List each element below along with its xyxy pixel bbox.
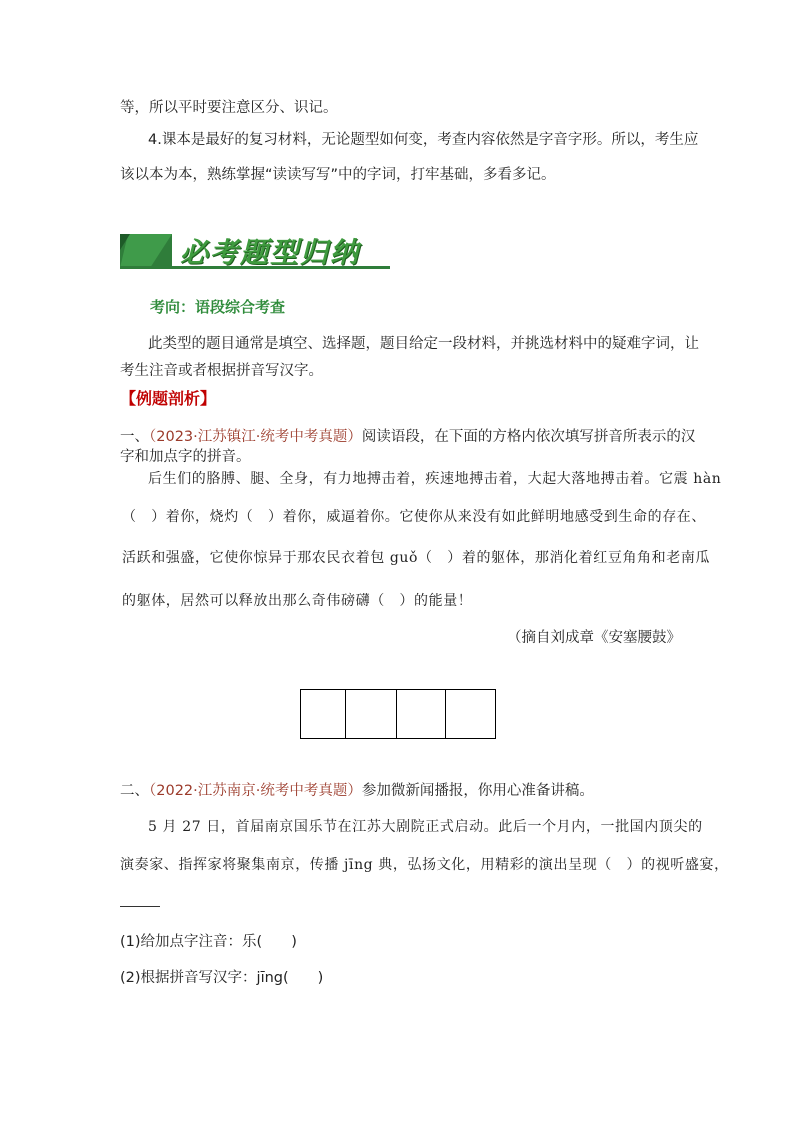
question1-stem-text: 阅读语段，在下面的方格内依次填写拼音所表示的汉: [361, 429, 696, 445]
answer-box[interactable]: [301, 690, 346, 738]
description-line-2: 考生注音或者根据拼音写汉字。: [120, 363, 323, 379]
question2-stem: [120, 779, 594, 800]
direction-label: 考向：语段综合考查: [150, 298, 286, 316]
q2-sub-question-1: (1)给加点字注音：乐( ): [120, 934, 297, 950]
section-header-banner: [120, 228, 390, 270]
q2-sub-question-2: (2)根据拼音写汉字：jīng( ): [120, 970, 324, 986]
question2-prefix: 二、: [120, 783, 149, 799]
question1-source: （2023·江苏镇江·统考中考真题）: [149, 429, 362, 445]
answer-box[interactable]: [346, 690, 397, 738]
example-heading: 【例题剖析】: [120, 389, 217, 408]
q1-attribution: （摘自刘成章《安塞腰鼓》: [507, 630, 681, 646]
question1-stem: [120, 425, 695, 446]
answer-grid: [300, 689, 496, 739]
question1-stem-line-2: 字和加点字的拼音。: [120, 449, 251, 465]
answer-box[interactable]: [397, 690, 446, 738]
question1-prefix: 一、: [120, 429, 149, 445]
q1-passage-line-2: （ ）着你，烧灼（ ）着你，威逼着你。它使你从来没有如此鲜明地感受到生命的存在、: [122, 509, 706, 525]
q2-passage-line-2: 演奏家、指挥家将聚集南京，传播 jīng 典，弘扬文化，用精彩的演出呈现（ ）的视听盛宴，: [120, 857, 729, 873]
answer-blank-line: [120, 906, 160, 907]
q1-passage-line-3: 活跃和强盛，它使你惊异于那农民衣着包 guǒ（ ）着的躯体，那消化着红豆角角和老南瓜: [122, 550, 711, 566]
answer-box[interactable]: [446, 690, 495, 738]
intro-line-3: 该以本为本，熟练掌握“读读写写”中的字词，打牢基础，多看多记。: [120, 167, 556, 183]
q1-passage-line-1: 后生们的胳膊、腿、全身，有力地搏击着，疾速地搏击着，大起大落地搏击着。它震 hàn: [148, 471, 722, 487]
intro-line-1: 等，所以平时要注意区分、识记。: [120, 100, 338, 116]
intro-line-2: 4.课本是最好的复习材料，无论题型如何变，考查内容依然是字音字形。所以，考生应: [148, 132, 699, 148]
question2-stem-text: 参加微新闻播报，你用心准备讲稿。: [361, 783, 594, 799]
q2-passage-line-1: 5 月 27 日，首届南京国乐节在江苏大剧院正式启动。此后一个月内，一批国内顶尖的: [148, 819, 703, 835]
description-line-1: 此类型的题目通常是填空、选择题，题目给定一段材料，并挑选材料中的疑难字词，让: [148, 336, 699, 352]
section-header-title: 必考题型归纳: [180, 236, 361, 269]
question2-source: （2022·江苏南京·统考中考真题）: [149, 783, 362, 799]
q1-passage-line-4: 的躯体，居然可以释放出那么奇伟磅礴（ ）的能量！: [122, 593, 473, 609]
